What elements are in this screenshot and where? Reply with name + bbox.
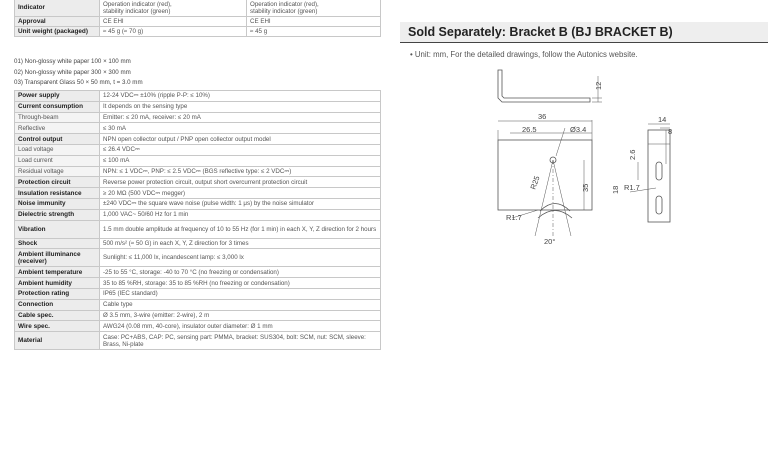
top-table-row: [15, 17, 381, 27]
spec-label: Residual voltage: [15, 166, 100, 177]
spec-value: 12-24 VDC⎓ ±10% (ripple P-P: ≤ 10%): [100, 91, 381, 102]
spec-label: Vibration: [15, 220, 100, 238]
spec-label: Load current: [15, 155, 100, 166]
spec-value: ±240 VDC⎓ the square wave noise (pulse width: 1 μs) by the noise simulator: [100, 198, 381, 209]
notes: [14, 57, 143, 89]
cell-value: Operation indicator (red), stability indicator (green): [247, 0, 381, 17]
spec-row: [15, 177, 381, 188]
spec-row: [15, 101, 381, 112]
spec-label: Protection rating: [15, 288, 100, 299]
spec-row: [15, 144, 381, 155]
dim-12: 12: [594, 81, 603, 90]
spec-label: Insulation resistance: [15, 188, 100, 199]
spec-label: Ambient illuminance (receiver): [15, 249, 100, 267]
spec-value: -25 to 55 °C, storage: -40 to 70 °C (no freezing or condensation): [100, 267, 381, 278]
spec-row: [15, 267, 381, 278]
spec-label: Ambient humidity: [15, 278, 100, 289]
spec-value: 1,000 VAC~ 50/60 Hz for 1 min: [100, 209, 381, 220]
dim-hole: Ø3.4: [570, 125, 587, 134]
row-label: Unit weight (packaged): [15, 27, 100, 37]
dim-18: 18: [611, 185, 620, 194]
spec-label: Cable spec.: [15, 310, 100, 321]
spec-row: [15, 112, 381, 123]
spec-label: Dielectric strength: [15, 209, 100, 220]
spec-label: Load voltage: [15, 144, 100, 155]
cell-value: ≈ 45 g (≈ 70 g): [100, 27, 247, 37]
dim-35: 35: [581, 183, 590, 192]
unit-note: • Unit: mm, For the detailed drawings, follow the Autonics website.: [410, 50, 638, 59]
spec-label: Material: [15, 332, 100, 350]
spec-row: [15, 155, 381, 166]
spec-label: Current consumption: [15, 101, 100, 112]
dim-angle: 20°: [544, 237, 556, 246]
dim-14: 14: [658, 115, 667, 124]
spec-value: 500 m/s² (≈ 50 G) in each X, Y, Z direction for 3 times: [100, 238, 381, 249]
spec-table: [14, 90, 381, 350]
spec-value: Emitter: ≤ 20 mA, receiver: ≤ 20 mA: [100, 112, 381, 123]
dim-2-6: 2.6: [628, 149, 637, 160]
dim-r1-7-front: R1.7: [506, 213, 522, 222]
bracket-drawing: [480, 68, 700, 253]
spec-value: ≤ 30 mA: [100, 123, 381, 134]
spec-label: Connection: [15, 299, 100, 310]
spec-label: Wire spec.: [15, 321, 100, 332]
spec-label: Through-beam: [15, 112, 100, 123]
dim-8: 8: [668, 127, 673, 136]
dim-r25: R25: [528, 174, 542, 191]
row-label: Approval: [15, 17, 100, 27]
spec-row: [15, 209, 381, 220]
spec-label: Ambient temperature: [15, 267, 100, 278]
cell-value: Operation indicator (red), stability indicator (green): [100, 0, 247, 17]
section-title-bar: [400, 22, 768, 43]
spec-value: ≥ 20 MΩ (500 VDC⎓ megger): [100, 188, 381, 199]
spec-label: Protection circuit: [15, 177, 100, 188]
top-table-row: [15, 27, 381, 37]
spec-value: ≤ 100 mA: [100, 155, 381, 166]
spec-row: [15, 288, 381, 299]
top-table-row: [15, 0, 381, 17]
spec-value: 35 to 85 %RH, storage: 35 to 85 %RH (no freezing or condensation): [100, 278, 381, 289]
spec-row: [15, 220, 381, 238]
spec-row: [15, 188, 381, 199]
dim-26-5: 26.5: [522, 125, 537, 134]
spec-value: Ø 3.5 mm, 3-wire (emitter: 2-wire), 2 m: [100, 310, 381, 321]
dim-36: 36: [538, 112, 547, 121]
spec-row: [15, 278, 381, 289]
spec-value: Reverse power protection circuit, output short overcurrent protection circuit: [100, 177, 381, 188]
section-title: Sold Separately: Bracket B (BJ BRACKET B): [408, 25, 673, 39]
spec-row: [15, 299, 381, 310]
spec-row: [15, 321, 381, 332]
spec-row: [15, 134, 381, 145]
cell-value: CE EHI: [100, 17, 247, 27]
spec-value: Case: PC+ABS, CAP: PC, sensing part: PMMA, bracket: SUS304, bolt: SCM, nut: SCM, sleeve: Brass, Ni-plate: [100, 332, 381, 350]
row-label: Indicator: [15, 0, 100, 17]
spec-row: [15, 91, 381, 102]
spec-value: Sunlight: ≤ 11,000 lx, incandescent lamp: ≤ 3,000 lx: [100, 249, 381, 267]
spec-row: [15, 332, 381, 350]
spec-value: It depends on the sensing type: [100, 101, 381, 112]
spec-row: [15, 238, 381, 249]
bracket-side-profile: [498, 70, 590, 102]
spec-label: Noise immunity: [15, 198, 100, 209]
spec-value: Cable type: [100, 299, 381, 310]
spec-row: [15, 123, 381, 134]
note-2: 02) Non-glossy white paper 300 × 300 mm: [14, 68, 131, 76]
note-1: 01) Non-glossy white paper 100 × 100 mm: [14, 58, 131, 65]
spec-label: Shock: [15, 238, 100, 249]
bracket-front-plate: [498, 140, 592, 210]
spec-value: AWG24 (0.08 mm, 40-core), insulator outer diameter: Ø 1 mm: [100, 321, 381, 332]
spec-value: NPN open collector output / PNP open collector output model: [100, 134, 381, 145]
spec-row: [15, 249, 381, 267]
cell-value: ≈ 45 g: [247, 27, 381, 37]
spec-row: [15, 166, 381, 177]
top-spec-table: [14, 0, 381, 37]
cell-value: CE EHI: [247, 17, 381, 27]
note-3: 03) Transparent Glass 50 × 50 mm, t = 3.0 mm: [14, 79, 143, 86]
spec-row: [15, 198, 381, 209]
spec-label: Power supply: [15, 91, 100, 102]
spec-label: Control output: [15, 134, 100, 145]
dim-r1-7-side: R1.7: [624, 183, 640, 192]
spec-value: IP65 (IEC standard): [100, 288, 381, 299]
spec-label: Reflective: [15, 123, 100, 134]
spec-value: 1.5 mm double amplitude at frequency of 10 to 55 Hz (for 1 min) in each X, Y, Z direction for 2 hours: [100, 220, 381, 238]
spec-value: NPN: ≤ 1 VDC⎓, PNP: ≤ 2.5 VDC⎓ (BGS reflective type: ≤ 2 VDC⎓): [100, 166, 381, 177]
spec-value: ≤ 26.4 VDC⎓: [100, 144, 381, 155]
spec-row: [15, 310, 381, 321]
